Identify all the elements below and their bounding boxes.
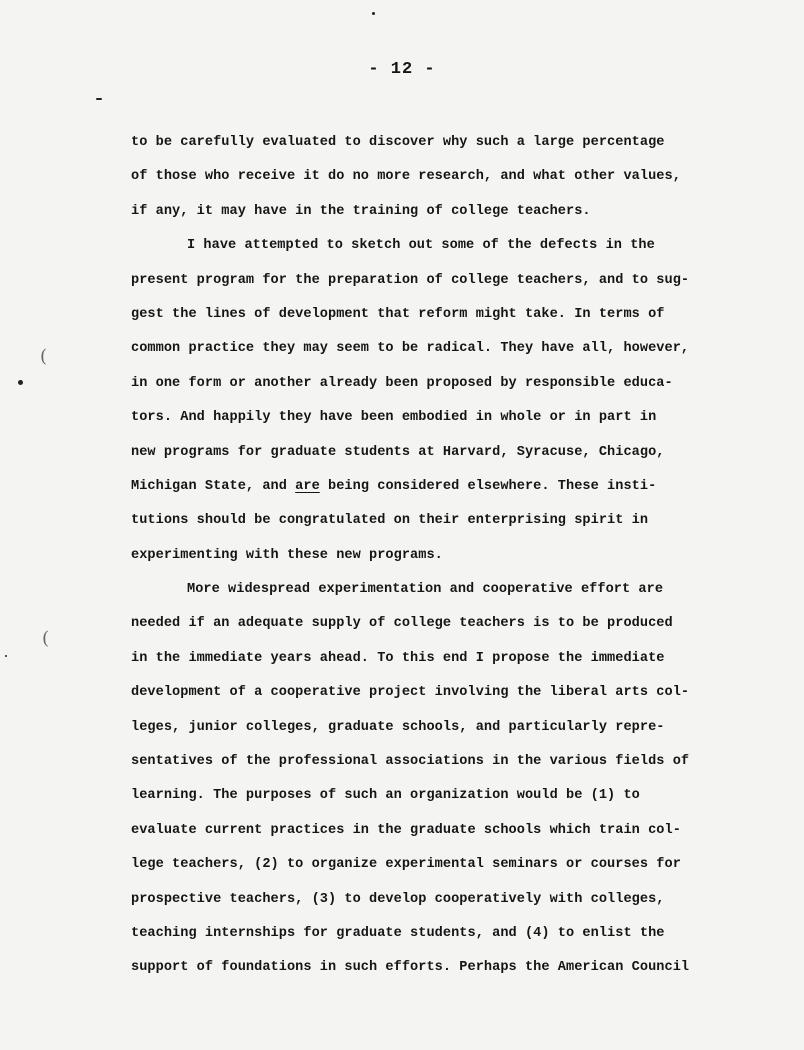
text-line: learning. The purposes of such an organization would be (1) to	[131, 788, 640, 804]
scan-speck	[18, 380, 23, 385]
text-line: teaching internships for graduate students, and (4) to enlist the	[131, 925, 665, 941]
text-line: if any, it may have in the training of college teachers.	[131, 203, 591, 219]
text-line: I have attempted to sketch out some of the defects in the	[187, 238, 655, 254]
text-line: prospective teachers, (3) to develop cooperatively with colleges,	[131, 891, 665, 907]
text-line: tutions should be congratulated on their enterprising spirit in	[131, 513, 649, 529]
scan-mark: (	[42, 628, 50, 649]
text-line: experimenting with these new programs.	[131, 547, 443, 563]
text-line: needed if an adequate supply of college teachers is to be produced	[131, 616, 673, 632]
scan-speck	[96, 98, 102, 100]
text-line: leges, junior colleges, graduate schools, and particularly repre-	[131, 719, 665, 735]
text-line: More widespread experimentation and cooperative effort are	[187, 582, 664, 598]
page-number: - 12 -	[368, 60, 436, 79]
text-segment: being considered elsewhere. These insti-	[319, 478, 657, 494]
text-line: development of a cooperative project involving the liberal arts col-	[131, 685, 690, 701]
scan-speck	[5, 655, 7, 657]
text-line: tors. And happily they have been embodied in whole or in part in	[131, 410, 657, 426]
text-line: to be carefully evaluated to discover why such a large percentage	[131, 135, 665, 150]
text-line: new programs for graduate students at Harvard, Syracuse, Chicago,	[131, 444, 665, 460]
text-line: present program for the preparation of college teachers, and to sug-	[131, 272, 690, 288]
text-segment: Michigan State, and	[131, 478, 296, 494]
text-line: of those who receive it do no more research, and what other values,	[131, 169, 681, 185]
underlined-word: are	[295, 478, 320, 494]
text-line: evaluate current practices in the graduate schools which train col-	[131, 822, 681, 838]
scan-speck	[372, 12, 375, 15]
text-line	[131, 470, 731, 504]
text-line: in the immediate years ahead. To this end I propose the immediate	[131, 650, 665, 666]
text-line: in one form or another already been proposed by responsible educa-	[131, 375, 673, 391]
scan-mark: (	[40, 346, 48, 367]
text-line: support of foundations in such efforts. Perhaps the American Council	[131, 960, 690, 976]
text-line: sentatives of the professional associations in the various fields of	[131, 754, 690, 770]
text-line: lege teachers, (2) to organize experimental seminars or courses for	[131, 857, 681, 873]
text-line: gest the lines of development that reform might take. In terms of	[131, 306, 665, 322]
text-line: common practice they may seem to be radical. They have all, however,	[131, 341, 690, 357]
body-text	[131, 126, 731, 986]
